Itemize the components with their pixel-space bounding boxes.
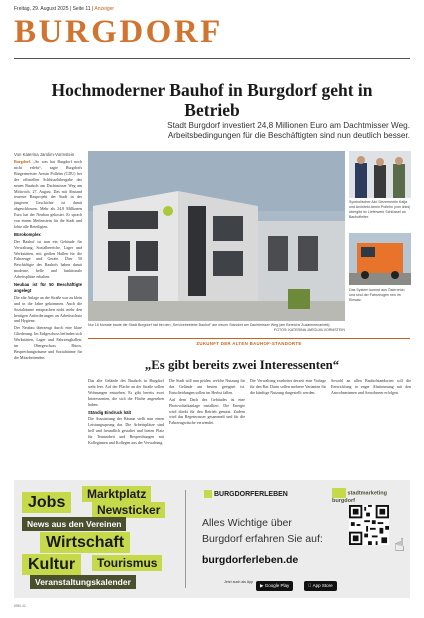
photo-caption: Nur 18 Monate baute die Stadt Burgdorf hat bei den „Servicebetriebe Bauhof“ am neuen Standort am Dachtmisser Weg (am Bereichs Zusammenarbeit). FOTOS: KATERINA JAROLIM-VORMSTEIN <box>88 323 345 332</box>
quote-column-4: Sowohl an allen Bauhofstandorten soll die Entwicklung in enger Abstimmung mit den Anwohnerinnen und Anwohnern erfolgen. <box>331 378 411 395</box>
tag-wirtschaft: Wirtschaft <box>40 532 130 553</box>
app-store-button[interactable]: App Store <box>304 581 337 591</box>
bauhof-photo <box>88 151 345 321</box>
vehicle-photo <box>349 233 411 285</box>
tag-news-vereine: News aus den Vereinen <box>22 517 126 531</box>
tag-newsticker: Newsticker <box>92 502 165 518</box>
ad-text: Alles Wichtige über Burgdorf erfahren Sie auf: <box>202 517 323 545</box>
footer-code: 8950-42 <box>14 604 26 608</box>
ceremony-photo <box>349 151 411 198</box>
burgdorferleben-logo: BURGDORFERLEBEN <box>204 490 288 498</box>
stadtmarketing-logo: stadtmarketing burgdorf <box>332 488 392 504</box>
tag-veranstaltungskalender: Veranstaltungskalender <box>30 575 136 589</box>
article-column-1: Burgdorf. „So was hat Burgdorf noch nicht erlebt“, sagte Burgdorfs Bürgermeister Armin Pollehn (CDU) bei der offiziellen Schlüsselübergabe des neuen Bauhofs am Dachtmisser Weg am Mittwoch, 27. August. Das mit Abstand teuerste Bauprojekt der Stadt in der jüngeren Geschichte ist damit abgeschlossen. Mehr als 24,8 Millionen Euro hat der Neubau gekostet. Er sprach von einem Meilenstein für die Stadt und lobte alle Beteiligten. Bürokomplex Der Bauhof ist nun ein Gebäude für Verwaltung, Sozialbereiche, Lager und Werkstätten, mit großen Hallen für die Fahrzeuge und Geräte. Über 50 Beschäftigte des Bauhofs haben damit moderne, helle und funktionale Arbeitsplätze erhalten. Neubau ist für 50 Beschäftigte angelegt Die alte Anlage an der Straße war zu klein und in die Jahre gekommen. Auch die Sozialräume entsprachen nicht mehr den heutigen Anforderungen an Arbeitsschutz und Hygiene. Der Neubau überzeugt durch eine klare Gliederung. Im Erdgeschoss befinden sich Werkstätten, Lager und Fahrzeughallen, im Obergeschoss Büros, Besprechungsräume und Sozialräume für die Mitarbeitenden. <box>14 159 82 360</box>
section-title: BURGDORF <box>14 14 223 50</box>
google-play-button[interactable]: ▶ Google Play <box>256 581 293 591</box>
ad-url-link[interactable]: burgdorferleben.de <box>202 554 299 566</box>
quote-column-1: Das alte Gelände des Bauhofs in Burgdorf steht leer. Auf der Fläche an der Straße sollen Wohnungen entstehen. Es gibt bereits zwei Interessenten, die sich die Fläche angesehen haben. Ständig Eindruck hält Die Ausstattung der Räume stellt nun einen Leistungssprung dar. Die Arbeitsplätze sind hell und freundlich gestaltet und bieten Platz für Teamarbeit und Besprechungen mit Kolleginnen und Kollegen aus der Verwaltung. <box>88 378 164 446</box>
pointer-hand-icon: ☝ <box>394 535 405 556</box>
side-caption-2: Das System kommt aus Österreich und sind der Fahrzeugen neu im Einsatz. <box>349 288 405 302</box>
headline: Hochmoderner Bauhof in Burgdorf geht in Betrieb <box>51 80 373 121</box>
tag-marktplatz: Marktplatz <box>82 486 151 502</box>
section-label: ZUKUNFT DER ALTEN BAUHOF-STANDORTE <box>88 338 410 346</box>
quote-column-3: Die Verwaltung erarbeitet derzeit eine Vorlage für den Rat. Darin sollen mehrere Varianten für die künftige Nutzung dargestellt werden. <box>250 378 326 395</box>
tag-tourismus: Tourismus <box>92 555 162 571</box>
ad-divider <box>185 490 186 588</box>
top-line: Freitag, 29. August 2025 | Seite 11 | Anzeiger <box>14 6 115 12</box>
subheadline: Stadt Burgdorf investiert 24,8 Millionen Euro am Dachtmisser Weg. Arbeitsbedingungen für die Beschäftigten sind nun deutlich besser. <box>167 121 410 141</box>
quote-headline: „Es gibt bereits zwei Interessenten“ <box>144 358 340 372</box>
divider <box>14 58 410 59</box>
advertisement[interactable] <box>14 480 410 598</box>
side-caption-1: Symbolischer Akt: Dezernentin Katja und Architekt Armin Pollehn (von links) übergibt im Lieferwerk Schlüssel an Bauhofleiter. <box>349 200 411 219</box>
tag-jobs: Jobs <box>22 492 71 513</box>
quote-column-2: Die Stadt will nun prüfen, welche Nutzung für das Gelände am besten geeignet ist. Entscheidungen sollen im Herbst fallen. Auf dem Dach des Gebäudes ist eine Photovoltaikanlage installiert. Die Energie wird direkt für den Betrieb genutzt. Zudem wird das Regenwasser gesammelt und für die Fahrzeugwäsche verwendet. <box>169 378 245 426</box>
qr-code[interactable] <box>349 505 389 545</box>
tag-kultur: Kultur <box>22 554 81 575</box>
author-line: Von Katerina Jarolim-Vormstein <box>14 152 75 157</box>
app-label: Jetzt auch als App <box>224 580 254 584</box>
